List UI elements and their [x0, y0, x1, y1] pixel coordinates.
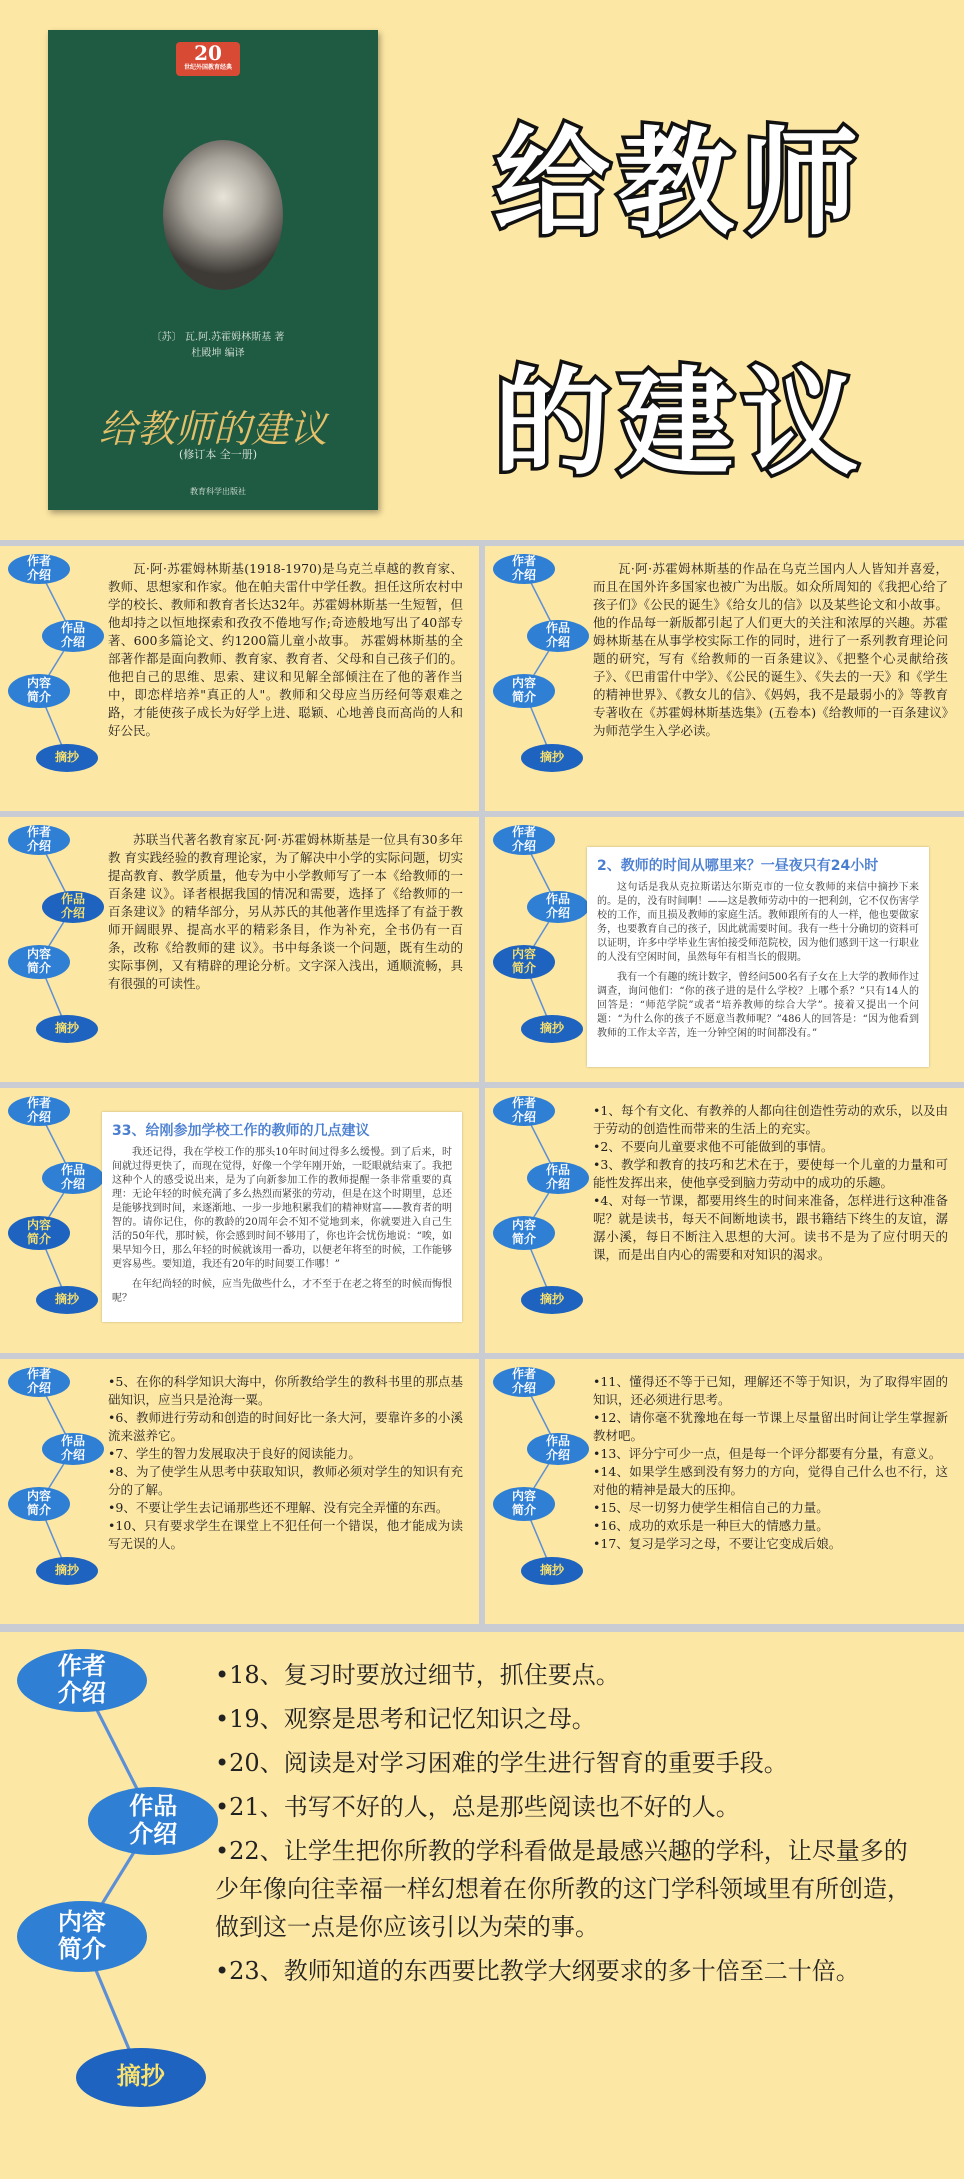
excerpt-item: •14、如果学生感到没有努力的方向，觉得自己什么也不行，这对他的精神是最大的压抑。 [593, 1464, 948, 1497]
excerpt-item: •7、学生的智力发展取决于良好的阅读能力。 [108, 1446, 361, 1461]
nav-author-intro[interactable]: 作者 介绍 [8, 825, 70, 855]
slide-7 [485, 1088, 964, 1353]
nav-excerpt[interactable]: 摘抄 [36, 1015, 98, 1043]
excerpt-item: •22、让学生把你所教的学科看做是最感兴趣的学科，让尽量多的少年像向往幸福一样幻想着在你所教的这门学科领域里有所创造，做到这一点是你应该引以为荣的事。 [215, 1837, 911, 1941]
excerpt-item: •9、不要让学生去记诵那些还不理解、没有完全弄懂的东西。 [108, 1500, 449, 1515]
main-title-line-1: 给教师 [494, 116, 866, 251]
excerpt-item: •5、在你的科学知识大海中，你所教给学生的教科书里的那点基础知识，应当只是沧海一粟。 [108, 1374, 463, 1407]
slide-9 [485, 1359, 964, 1624]
nav-author-intro[interactable]: 作者 介绍 [8, 1096, 70, 1126]
nav-work-intro[interactable]: 作品 介绍 [527, 1433, 589, 1465]
book-series-badge [176, 42, 240, 76]
nav-content-summary[interactable]: 内容 简介 [493, 1216, 555, 1250]
excerpt-item: •10、只有要求学生在课堂上不犯任何一个错误，他才能成为读写无误的人。 [108, 1518, 463, 1551]
nav-content-summary[interactable]: 内容 简介 [493, 945, 555, 979]
slide-body-text [593, 560, 948, 740]
nav-work-intro[interactable]: 作品 介绍 [88, 1787, 218, 1854]
nav-work-intro[interactable]: 作品 介绍 [42, 1433, 104, 1465]
excerpt-item: •6、教师进行劳动和创造的时间好比一条大河，要靠许多的小溪流来滋养它。 [108, 1410, 463, 1443]
nav-work-intro[interactable]: 作品 介绍 [42, 620, 104, 652]
nav-author-intro[interactable]: 作者 介绍 [8, 1367, 70, 1397]
nav-content-summary[interactable]: 内容 简介 [493, 674, 555, 708]
book-authors [108, 330, 328, 362]
nav-author-intro[interactable]: 作者 介绍 [8, 554, 70, 584]
nav-excerpt[interactable]: 摘抄 [521, 1557, 583, 1585]
nav-work-intro[interactable]: 作品 介绍 [42, 891, 104, 923]
excerpt-item: •3、教学和教育的技巧和艺术在于，要使每一个儿童的力量和可能性发挥出来，使他享受到脑力劳动中的成功的乐趣。 [593, 1157, 948, 1190]
badge-number: 20 [194, 41, 222, 65]
nav-work-intro[interactable]: 作品 介绍 [527, 891, 589, 923]
book-author-line: 〔苏〕 瓦.阿.苏霍姆林斯基 著 [151, 332, 285, 343]
book-title: 给教师的建议 [98, 407, 327, 451]
excerpt-item: •21、书写不好的人，总是那些阅读也不好的人。 [215, 1793, 740, 1821]
book-publisher: 教育科学出版社 [190, 487, 246, 496]
nav-author-intro[interactable]: 作者 介绍 [493, 1367, 555, 1397]
nav-content-summary[interactable]: 内容 简介 [8, 945, 70, 979]
nav-content-summary[interactable]: 内容 简介 [17, 1901, 147, 1972]
excerpt-item: •1、每个有文化、有教养的人都向往创造性劳动的欢乐，以及由于劳动的创造性而带来的生活上的充实。 [593, 1103, 948, 1136]
excerpt-title: 33、给刚参加学校工作的教师的几点建议 [112, 1123, 370, 1139]
nav-author-intro[interactable]: 作者 介绍 [493, 1096, 555, 1126]
nav-content-summary[interactable]: 内容 简介 [8, 1487, 70, 1521]
cover-slide [0, 0, 964, 540]
nav-excerpt[interactable]: 摘抄 [521, 1015, 583, 1043]
body-paragraph: 苏联当代著名教育家瓦·阿·苏霍姆林斯基是一位具有30多年教 育实践经验的教育理论家，为了解决中小学的实际问题，切实提高教育、教学质量，他专为中小学教师写了一本《给教师的一百条建 议》。译者根据我国的情况和需要，选择了《给教师的一百条建议》的精华部分，另从苏氏的其他著作里选择了有益于教师开阔眼界、提高水平的精彩条目，作为补充，全书仍有一百条，改称《给教师的建 议》。书中每条谈一个问题，既有生动的实际事例，又有精辟的理论分析。文字深入浅出，通顺流畅，具有很强的可读性。 [108, 832, 463, 991]
excerpt-card [587, 847, 929, 1067]
book-cover-image [48, 30, 378, 510]
nav-excerpt[interactable]: 摘抄 [76, 2048, 206, 2107]
excerpt-item: •20、阅读是对学习困难的学生进行智育的重要手段。 [215, 1749, 788, 1777]
nav-content-summary[interactable]: 内容 简介 [8, 1216, 70, 1250]
excerpt-list [108, 1373, 463, 1553]
excerpt-paragraph: 在年纪尚轻的时候，应当先做些什么，才不至于在老之将至的时候而悔恨呢？ [112, 1279, 452, 1304]
excerpt-list [593, 1102, 948, 1264]
excerpt-paragraph: 这句话是我从克拉斯诺达尔斯克市的一位女教师的来信中摘抄下来的。是的，没有时间啊！——这是教师劳动中的一把利剑，它不仅伤害学校的工作，而且损及教师的家庭生活。教师跟所有的人一样，他也要做家务，也要教育自己的孩子，因此就需要时间。我有一些十分确切的资料可以证明，许多中学毕业生害怕接受师范院校，因为他们感到干这一行职业的人没有空闲时间，虽然每年有相当长的假期。 [597, 882, 919, 963]
slide-5 [485, 817, 964, 1082]
badge-text: 世纪外国教育经典 [183, 64, 232, 71]
nav-author-intro[interactable]: 作者 介绍 [17, 1649, 147, 1712]
excerpt-item: •8、为了使学生从思考中获取知识，教师必须对学生的知识有充分的了解。 [108, 1464, 463, 1497]
body-paragraph: 瓦·阿·苏霍姆林斯基的作品在乌克兰国内人人皆知并喜爱，而且在国外许多国家也被广为出版。如众所周知的《我把心给了孩子们》《公民的诞生》《给女儿的信》以及某些论文和小故事。 他的作品每一新版都引起了人们更大的关注和浓厚的兴趣。苏霍姆林斯基在从事学校实际工作的同时，进行了一系列教育理论问题的研究，写有《给教师的一百条建议》、《把整个心灵献给孩子》、《巴甫雷什中学》、《公民的诞生》、《失去的一天》和《学生的精神世界》、《教女儿的信》、《妈妈，我不是最弱小的》等教育专著收在《苏霍姆林斯基选集》(五卷本)《给教师的一百条建议》为师范学生入学必读。 [593, 561, 948, 738]
nav-excerpt[interactable]: 摘抄 [521, 1286, 583, 1314]
nav-excerpt[interactable]: 摘抄 [36, 744, 98, 772]
excerpt-paragraph: 我还记得，我在学校工作的那头10年时间过得多么缓慢。到了后来，时间就过得更快了，而现在觉得，好像一个学年刚开始，一眨眼就结束了。我把这种个人的感受说出来，是为了向新参加工作的教师提醒一条非常重要的真理：无论年轻的时候充满了多么热烈而紧张的劳动，但是在这个时期里，总还是能够找到时间，来逐渐地、一步一步地积累我们的精神财富——教育者的明智的。请你记住，你的教龄的20周年会不知不觉地到来，你就要进入自己生活的50年代，那时候，你会感到时间不够用了，你也许会忧伤地说：“唉，如果早知今日，那么年轻的时候就该用一番功，以便老年将至的时候，工作能够更容易些。要知道，我还有20年的时间要工作哪！” [112, 1147, 452, 1270]
excerpt-item: •2、不要向儿童要求他不可能做到的事情。 [593, 1139, 834, 1154]
excerpt-list [593, 1373, 948, 1553]
excerpt-item: •13、评分宁可少一点，但是每一个评分都要有分量，有意义。 [593, 1446, 942, 1461]
excerpt-item: •11、懂得还不等于已知，理解还不等于知识，为了取得牢固的知识，还必须进行思考。 [593, 1374, 948, 1407]
slide-6 [0, 1088, 479, 1353]
excerpt-item: •18、复习时要放过细节，抓住要点。 [215, 1661, 620, 1689]
nav-work-intro[interactable]: 作品 介绍 [527, 1162, 589, 1194]
main-title-line-2: 的建议 [494, 356, 866, 491]
slide-3 [485, 546, 964, 811]
slide-body-text [108, 831, 463, 993]
book-subtitle: (修订本 全一册) [178, 448, 258, 461]
nav-author-intro[interactable]: 作者 介绍 [493, 554, 555, 584]
excerpt-item: •12、请你毫不犹豫地在每一节课上尽量留出时间让学生掌握新教材吧。 [593, 1410, 948, 1443]
book-editor-line: 杜殿坤 编译 [191, 348, 245, 359]
nav-content-summary[interactable]: 内容 简介 [493, 1487, 555, 1521]
excerpt-item: •23、教师知道的东西要比教学大纲要求的多十倍至二十倍。 [215, 1957, 860, 1985]
excerpt-title: 2、教师的时间从哪里来？一昼夜只有24小时 [597, 858, 879, 874]
nav-work-intro[interactable]: 作品 介绍 [527, 620, 589, 652]
author-portrait [163, 140, 283, 290]
slide-body-text [108, 560, 463, 740]
slide-4 [0, 817, 479, 1082]
excerpt-list [215, 1656, 925, 1996]
nav-content-summary[interactable]: 内容 简介 [8, 674, 70, 708]
nav-excerpt[interactable]: 摘抄 [36, 1286, 98, 1314]
nav-excerpt[interactable]: 摘抄 [521, 744, 583, 772]
slide-8 [0, 1359, 479, 1624]
excerpt-item: •17、复习是学习之母，不要让它变成后娘。 [593, 1536, 842, 1551]
body-paragraph: 瓦·阿·苏霍姆林斯基(1918-1970)是乌克兰卓越的教育家、教师、思想家和作家。他在帕夫雷什中学任教。担任这所农村中学的校长、教师和教育者长达32年。苏霍姆林斯基一生短暂，但他却持之以恒地探索和孜孜不倦地写作;奇迹般地写出了40部专著、600多篇论文、约1200篇儿童小故事。 苏霍姆林斯基的全部著作都是面向教师、教育家、教育者、父母和自己孩子们的。他把自己的思维、思索、建议和见解全部倾注在了他的著作当中，即恋样培养"真正的人"。教师和父母应当历经何等艰难之路，才能使孩子成长为好学上进、聪颖、心地善良而高尚的人和好公民。 [108, 561, 463, 738]
nav-excerpt[interactable]: 摘抄 [36, 1557, 98, 1585]
excerpt-item: •4、对每一节课，都要用终生的时间来准备，怎样进行这种准备呢？就是读书，每天不间断地读书，跟书籍结下终生的友谊，潺潺小溪，每日不断注入思想的大河。读书不是为了应付明天的课，而是出自内心的需要和对知识的渴求。 [593, 1193, 948, 1262]
excerpt-item: •16、成功的欢乐是一种巨大的情感力量。 [593, 1518, 829, 1533]
excerpt-card [102, 1112, 462, 1322]
excerpt-item: •19、观察是思考和记忆知识之母。 [215, 1705, 596, 1733]
slide-10 [0, 1632, 964, 2179]
excerpt-item: •15、尽一切努力使学生相信自己的力量。 [593, 1500, 829, 1515]
nav-work-intro[interactable]: 作品 介绍 [42, 1162, 104, 1194]
nav-author-intro[interactable]: 作者 介绍 [493, 825, 555, 855]
slide-2 [0, 546, 479, 811]
excerpt-paragraph: 我有一个有趣的统计数字，曾经问500名有子女在上大学的教师作过调查，询问他们：“你的孩子进的是什么学校？上哪个系？”只有14人的回答是：“师范学院”或者“培养教师的综合大学”。接着又提出一个问题：“为什么你的孩子不愿意当教师呢？”486人的回答是：“因为他看到教师的工作太辛苦，连一分钟空闲的时间都没有。” [597, 972, 919, 1039]
